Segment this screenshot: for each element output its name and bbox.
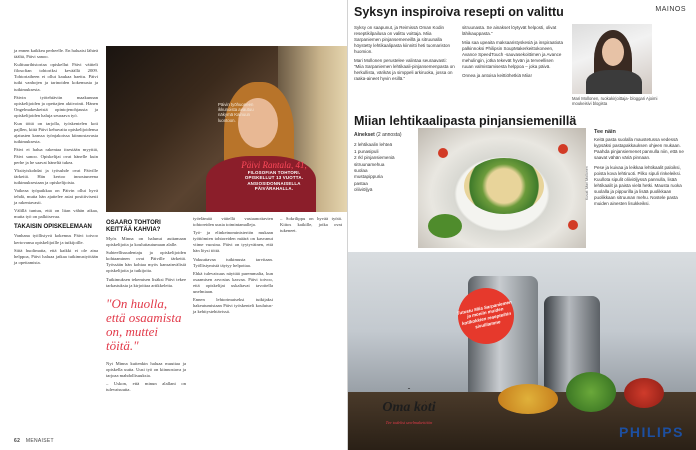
article-column-2 xyxy=(106,216,186,395)
intro-column-a xyxy=(354,25,456,85)
judge-portrait xyxy=(572,24,652,94)
paragraph: Suhteellisuudentaju ja opiskelijoiden kohtaaminen ovat Päiville tärkeitä. Työssään hän kohtaa myös kansainvälisiä opiskelijoita ja tutkijoita. xyxy=(106,250,186,274)
paragraph: – Uskon, että minun alallani on tulevaisuutta. xyxy=(106,381,186,393)
paragraph: Kulttuurihistoriaa opiskellut Päivi väitteli filosofian tohtoriksi keväällä 2009. Tohtoriaiheen ei ollut kaukaa haettu. Päivi tutki vanhojen ja tarinoiden kokemusta ja tutkimuksesta. xyxy=(14,62,98,92)
photo-caption: Päivin työhuoneen ikkunoista avautuu näkymä Kainuun luontoon. xyxy=(218,102,254,123)
paragraph: Päivin työtehtäviin maakunnan opiskelijoiden ja opettajien aktivointi. Hänen Ongelmakeskeistä opintojenohjausta ja opiskelijoiden haluja seuraava työ. xyxy=(14,94,98,118)
servings: (2 annosta) xyxy=(376,132,402,138)
instruction-step: Pese ja kuivaa ja leikkaa lehtikaalit paloiksi, poista kova lehtiruoti. Pilko sipuli rinkeleiksi. Kuullota sipulit oliiviöljyssä pannulla, lisää lehtikaalit ja paista vielä hetki. Mausta ruoka suolalla ja pippurilla ja lisää puolikkaan puolikkaan sitruunan mehu. Nostele pasta muiden ainesten lisukkeiksi. xyxy=(594,165,682,206)
ingredient-item: mustapippuria xyxy=(354,174,383,180)
paragraph: sitruunasta. Se ainakset löytyvät helposti, olivat lähikauppasta.” xyxy=(462,25,557,36)
ingredients-title-text: Ainekset xyxy=(354,132,375,138)
paragraph: Vakuuttavaa tutkimusta tarvitaan. Työllistymistä täytyy helpottaa. xyxy=(193,256,273,268)
paragraph: Onnea ja antoisa keittiöhetkiä Miia! xyxy=(462,73,532,78)
paragraph: – Sokrilippu on hyvää työtä. Kiitos kaikille, jotka ovat tukeneet. xyxy=(280,216,342,234)
paragraph: Työ- ja elinkeinoministeriön mukaan työttömien tohtoreiden määrä on kasvanut viime vuosina. Päivi on tyytyväinen, että hän löysi töitä. xyxy=(193,230,273,254)
folio xyxy=(14,438,54,444)
portrait-caption: Mari Mollonen, ruokakirjoittaja- bloggari Ajoimi moukeisivi blogista xyxy=(572,96,658,107)
paragraph: Vaikeaa työpaikkaa on Päivin ollut hyvä tehdä, mutta hän ajattelee asiat positiivisesti ja rakentavasti. xyxy=(14,187,98,206)
paragraph: Siitä huolimatta, että kaikki ei ole aina helppoa, Päivi haluaa jatkaa tutkimustyötään ja opettamista. xyxy=(14,247,98,265)
ingredients-title xyxy=(354,132,414,138)
ingredient-item: oliiviöljyä xyxy=(354,187,373,193)
paragraph: Ehkä tulevaisuus näyttää paremmalta, kun osaamisen arvostus kasvaa. Päivi toivoo, että opiskelijat uskaltavat tavoitella unelmiaan. xyxy=(193,270,273,295)
promo-badge: Tutustu Miia Sarpaniemen ja moniin muiden kotikokkien resepteihin sivuillamme xyxy=(453,283,519,349)
ingredient-item: 2 rkl pinjansiemeniä xyxy=(354,155,395,161)
paragraph: työelämää väitellä vastaanottavien tohtoreiden uusia toimintamalleja. xyxy=(193,216,273,228)
intro-column-b xyxy=(462,25,564,82)
paragraph: Myös Minna on halunut auttamaan opiskelijoita ja kouluttautumaan alalle. xyxy=(106,236,186,248)
ingredient-item: 1 punasipuli xyxy=(354,148,379,154)
ad-label: MAINOS xyxy=(655,6,686,13)
ingredient-item: sitruunamehua xyxy=(354,161,385,167)
article-column-1 xyxy=(14,48,98,268)
pasta-dish-photo xyxy=(418,128,586,248)
instructions xyxy=(594,129,690,211)
paragraph: Ennen lehtorimaiseksi tutkijaksi hakeutumistaan Päivi työskenteli koulutus- ja kehitystehtävissä. xyxy=(193,297,273,315)
paragraph: Syksy on saapunut, ja Reimissä Oman Kodin reseptikilpailusa on valittu voittaja. Miia Sarpaniemen pinjansemeneillä ja sitruunalla höystetty lehtikaalipasta kiinnitti heti tuomariston huomion. xyxy=(354,25,451,54)
paragraph: Tutkimuksen tekemisen lisäksi Päivi tekee tarkastuksia ja kirjoittaa artikkeleita. xyxy=(106,276,186,288)
paragraph: Välillä tuntuu, että on liian vähän aikaa, mutta työ on palkitsevaa. xyxy=(14,208,98,220)
person-role: FILOSOFIAN TOHTORI. OPISKELLUT 13 VUOTTA. ANSIOSIDONNAISELLA PÄIVÄRAHALLA. xyxy=(244,170,304,192)
paragraph: Mari Mollonen perustelee valintaa seuraavasti: ”Miia Sarpaniemen lehtikaali-pinjansemenpasta on herkullista, värikäs ja simppeli arkiruoka, jossa on raaka-aineet hyvin esillä.” xyxy=(354,58,455,81)
pull-quote: "On huolla, että osaamista on, muttei töitä." xyxy=(106,295,182,353)
ingredient-item: suolaa xyxy=(354,168,368,174)
paragraph: Kun töitä on tarjolla, työskentelen koti pajllen, kiitä Päivi kehuvaita opiskelijoidensa ajatusten kanssa työnjakoissa kiinnostavasta tutkimuksesta. xyxy=(14,121,98,145)
subheading-oasaro: OSAARO TOHTORI KEITTÄÄ KAHVIA? xyxy=(106,220,161,233)
article-column-3 xyxy=(193,216,273,317)
instruction-step: Keitä pasta suolalla maustetussa vedessä kypsäksi pastapakkauksen ohjeen mukaan. Paahda pinjansiemenet pannulla niin, että ne saavat vähän väriä pinnaan. xyxy=(594,137,684,160)
oma-koti-logo xyxy=(370,388,448,448)
headline-recipe-chosen: Syksyn inspiroiva resepti on valittu xyxy=(354,5,564,19)
magazine-name: MENAISET xyxy=(25,438,54,444)
paragraph: Päivi ei halua rakentaa itsestään myyttiä, Päivi sanoo. Opiskelijat ovat hänelle kuin perhe ja he saavat häneltä tukea. xyxy=(14,147,98,165)
paragraph: ja ennen kaikkea perheelle. En haluaisi lähteä täältä, Päivi sanoo. xyxy=(14,48,98,60)
paragraph: Nyt Minna kuitenkin haluaa muuttaa ja opiskella uutta. Uusi työ on kiinnostava ja tarjoaa mahdollisuuksia. xyxy=(106,360,186,378)
paragraph: Vanhana työllistyvä kokemus Päivi toivoo kertovansa opiskelijoille ja tutkijoille. xyxy=(14,233,98,245)
instructions-title: Tee näin xyxy=(594,129,616,135)
page-number: 62 xyxy=(14,438,21,444)
name-tag xyxy=(234,160,314,192)
photo-credit: Kuvat: Mari Mollonen xyxy=(585,166,589,200)
subheading-takaisin: TAKAISIN OPISKELEMAAN xyxy=(14,224,92,231)
right-page xyxy=(348,0,696,450)
ingredient-item: pastaa xyxy=(354,180,368,186)
brand-logo: PHILIPS xyxy=(619,424,684,440)
logo-name: Oma koti xyxy=(382,400,436,415)
article-column-4 xyxy=(280,216,342,236)
person-name: Päivi Rantala, 41, xyxy=(241,160,307,170)
ingredients xyxy=(354,132,414,194)
ingredient-item: 2 lehtikaalin lehteä xyxy=(354,142,393,148)
paragraph: Miia saa upeaita maksaaristyskesiä ja inspiraatiota palkinnoksi Philipsin SoupMakerkeittokoneen, Avance SpeedTouch -sauvasekoittimen ja Avance mehulingin, jotka tekevät hyvän ja terveellisen ruuan valmistamisesta helppoa – joka päivä. xyxy=(462,40,564,69)
paragraph: Yksityiskohdat ja työsuhde ovat Päiville tärkeitä. Hän kertoo innostuneena tutkimuksestaan ja opiskelijoista. xyxy=(14,167,98,185)
logo-tagline: Tee todeksi unelmakeittiön xyxy=(385,420,433,425)
headline-recipe: Miian lehtikaalipasta pinjansiemenillä xyxy=(354,114,577,128)
